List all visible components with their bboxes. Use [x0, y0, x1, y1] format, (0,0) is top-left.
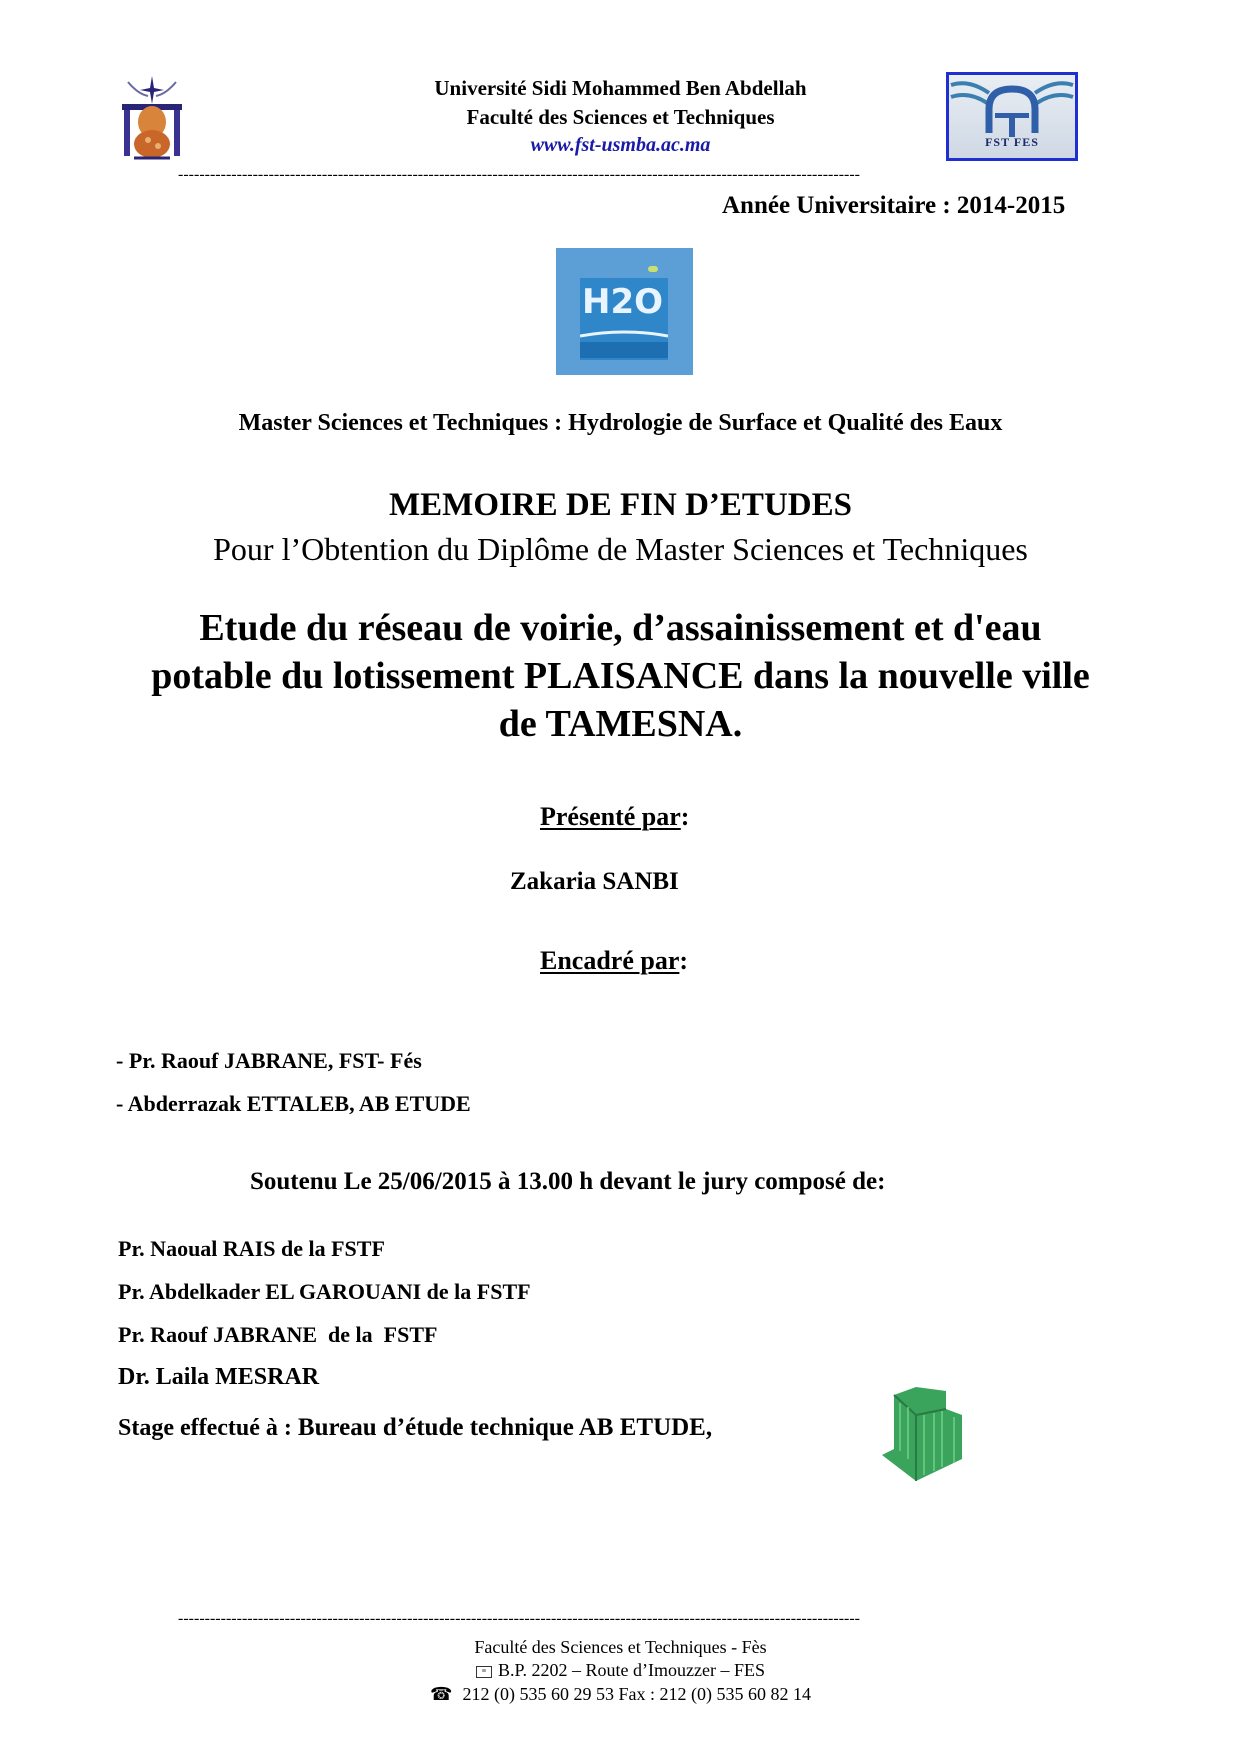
memoire-subtitle: Pour l’Obtention du Diplôme de Master Sciences et Techniques — [213, 531, 1028, 567]
jury-member: Pr. Naoual RAIS de la FSTF — [118, 1236, 385, 1261]
defense-info: Soutenu Le 25/06/2015 à 13.00 h devant le jury composé de: — [250, 1168, 886, 1195]
university-name: Université Sidi Mohammed Ben Abdellah — [434, 76, 807, 100]
internship-label: Stage effectué à : — [118, 1415, 298, 1441]
faculty-name: Faculté des Sciences et Techniques — [466, 105, 775, 129]
footer-phone — [0, 1684, 1241, 1705]
internship-info — [118, 1414, 712, 1442]
supervised-by-colon: : — [679, 946, 689, 975]
wave-icon — [580, 328, 668, 358]
building-icon — [876, 1385, 968, 1487]
internship-place: Bureau d’étude technique AB ETUDE, — [297, 1414, 713, 1441]
master-program: Master Sciences et Techniques : Hydrologie de Surface et Qualité des Eaux — [238, 410, 1003, 436]
thesis-title-line3: de TAMESNA. — [498, 703, 743, 745]
supervisor-item: - Abderrazak ETTALEB, AB ETUDE — [116, 1091, 471, 1116]
thesis-title-line2: potable du lotissement PLAISANCE dans la nouvelle ville — [151, 655, 1090, 697]
footer-phone-text: 212 (0) 535 60 29 53 Fax : 212 (0) 535 60 82 14 — [462, 1684, 811, 1704]
student-name: Zakaria SANBI — [510, 868, 679, 895]
supervised-by-label: Encadré par — [540, 946, 680, 975]
fst-fes-logo — [946, 72, 1078, 161]
presented-by-colon: : — [680, 802, 690, 831]
supervised-by-heading — [540, 946, 688, 976]
header-separator: -------------------------------------------------------------------------------------------------------------------------------- — [178, 166, 860, 183]
footer-separator: -------------------------------------------------------------------------------------------------------------------------------- — [178, 1610, 860, 1627]
jury-member: Pr. Raouf JABRANE de la FSTF — [118, 1322, 438, 1347]
sparkle-icon — [648, 266, 658, 272]
jury-member: Pr. Abdelkader EL GAROUANI de la FSTF — [118, 1279, 531, 1304]
thesis-title-line1: Etude du réseau de voirie, d’assainissement et d'eau — [199, 607, 1042, 649]
presented-by-label: Présenté par — [540, 802, 681, 831]
footer-faculty: Faculté des Sciences et Techniques - Fès — [474, 1637, 767, 1657]
footer-address-text: B.P. 2202 – Route d’Imouzzer – FES — [498, 1660, 765, 1680]
academic-year: Année Universitaire : 2014-2015 — [722, 192, 1066, 219]
fst-logo-text: FST FES — [985, 135, 1039, 149]
memoire-title: MEMOIRE DE FIN D’ETUDES — [389, 487, 852, 523]
presented-by-heading — [540, 802, 689, 832]
h2o-logo-text: H2O — [582, 282, 664, 322]
footer-address — [0, 1660, 1241, 1681]
website-link[interactable]: www.fst-usmba.ac.ma — [530, 134, 711, 156]
jury-member: Dr. Laila MESRAR — [118, 1364, 320, 1390]
mailbox-icon: ≡ — [476, 1666, 492, 1678]
h2o-master-logo — [556, 248, 693, 375]
building-image — [876, 1385, 968, 1487]
telephone-icon: ☎ — [430, 1684, 453, 1704]
supervisor-item: - Pr. Raouf JABRANE, FST- Fés — [116, 1048, 422, 1073]
